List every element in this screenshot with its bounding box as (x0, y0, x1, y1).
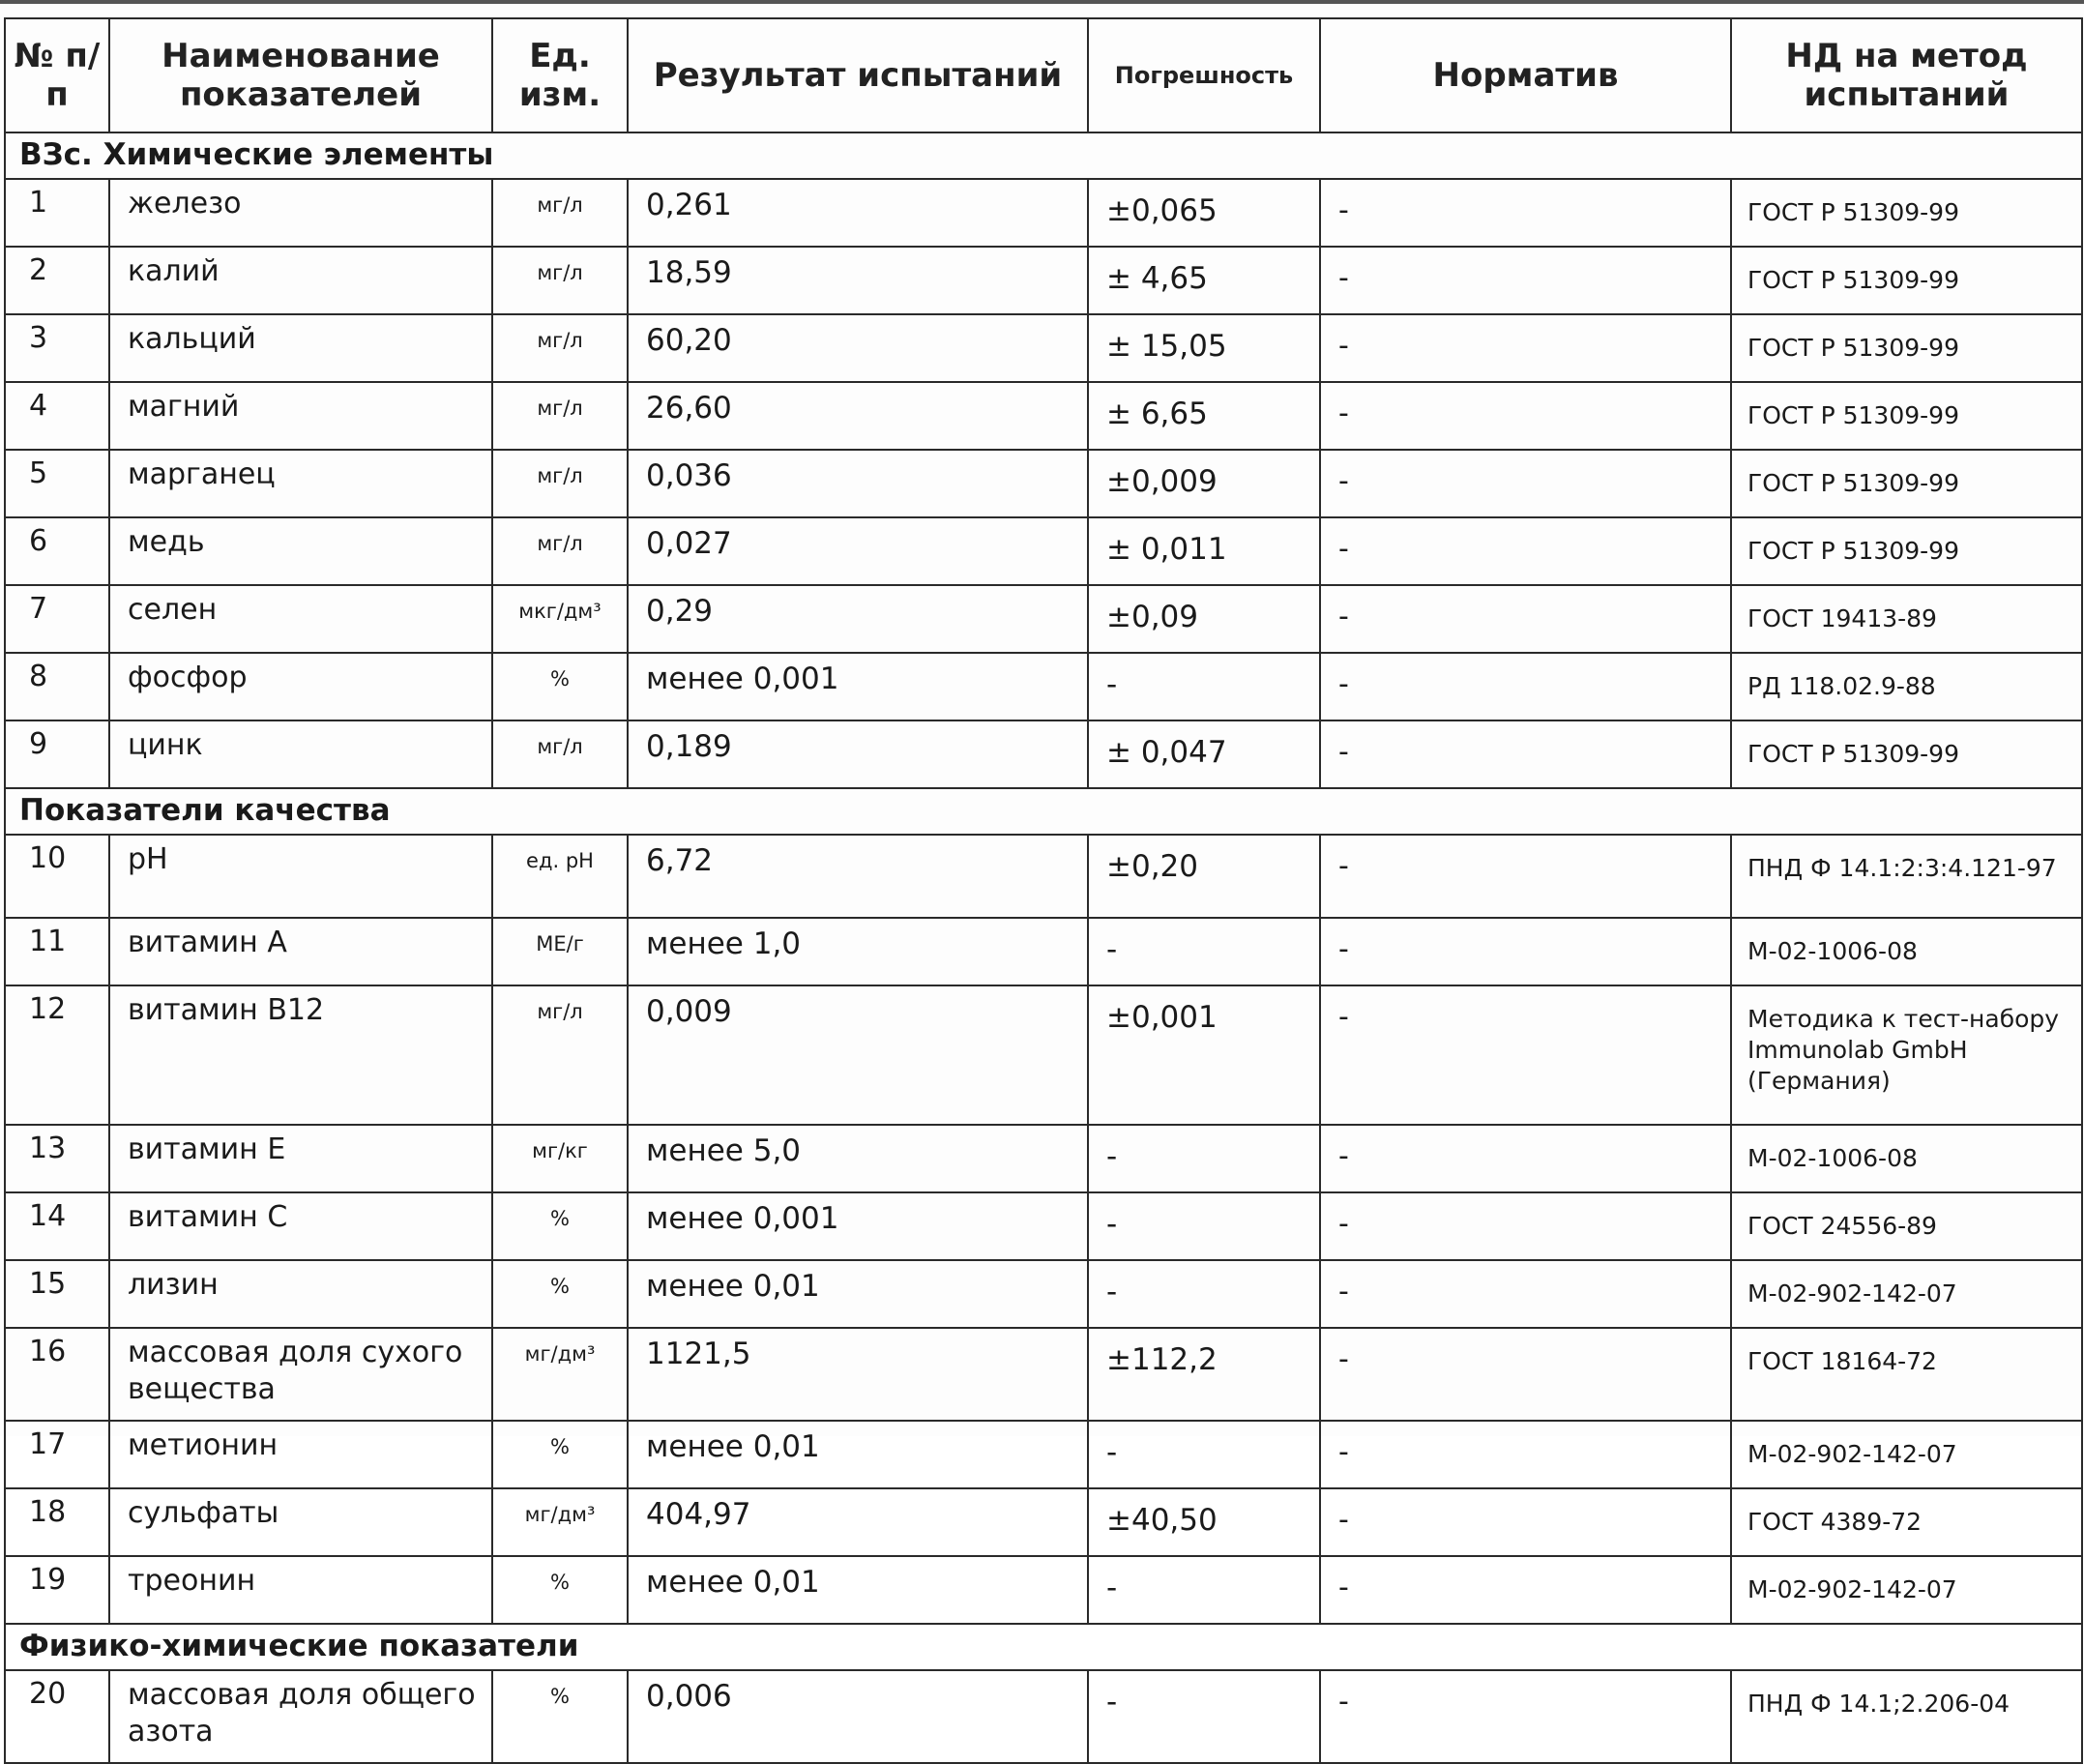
row-norm: - (1320, 720, 1731, 788)
section-title: Показатели качества (5, 788, 2082, 835)
row-name: витамин С (109, 1192, 492, 1260)
row-name: калий (109, 247, 492, 314)
row-norm: - (1320, 179, 1731, 247)
row-error: ±0,065 (1088, 179, 1320, 247)
row-error: - (1088, 1421, 1320, 1488)
row-num: 3 (5, 314, 109, 382)
row-norm: - (1320, 1421, 1731, 1488)
row-result: менее 1,0 (628, 918, 1088, 985)
row-name: треонин (109, 1556, 492, 1624)
row-norm: - (1320, 517, 1731, 585)
row-norm: - (1320, 1328, 1731, 1421)
row-unit: % (492, 1670, 628, 1763)
row-num: 19 (5, 1556, 109, 1624)
row-result: 18,59 (628, 247, 1088, 314)
row-name: метионин (109, 1421, 492, 1488)
row-result: менее 0,01 (628, 1421, 1088, 1488)
table-row (5, 382, 2082, 450)
table-row (5, 1192, 2082, 1260)
header-result: Результат испытаний (628, 18, 1088, 132)
row-error: ± 6,65 (1088, 382, 1320, 450)
table-body (5, 132, 2082, 1763)
table-row (5, 1488, 2082, 1556)
row-nd: М-02-902-142-07 (1731, 1556, 2082, 1624)
row-name: магний (109, 382, 492, 450)
table-row (5, 585, 2082, 653)
row-num: 2 (5, 247, 109, 314)
row-norm: - (1320, 247, 1731, 314)
table-row (5, 450, 2082, 517)
header-error: Погрешность (1088, 18, 1320, 132)
row-error: ± 15,05 (1088, 314, 1320, 382)
row-result: 26,60 (628, 382, 1088, 450)
row-name: фосфор (109, 653, 492, 720)
row-nd: ГОСТ Р 51309-99 (1731, 720, 2082, 788)
table-row (5, 1556, 2082, 1624)
section-header-row (5, 132, 2082, 179)
row-error: ± 0,047 (1088, 720, 1320, 788)
row-norm: - (1320, 382, 1731, 450)
row-error: - (1088, 1556, 1320, 1624)
row-name: селен (109, 585, 492, 653)
row-nd: ГОСТ Р 51309-99 (1731, 517, 2082, 585)
row-num: 6 (5, 517, 109, 585)
row-result: 0,29 (628, 585, 1088, 653)
table-header-row (5, 18, 2082, 132)
row-name: массовая доля общего азота (109, 1670, 492, 1763)
header-num: № п/п (5, 18, 109, 132)
row-norm: - (1320, 585, 1731, 653)
table-row (5, 314, 2082, 382)
row-result: менее 0,001 (628, 1192, 1088, 1260)
row-unit: мг/л (492, 450, 628, 517)
row-unit: мг/л (492, 720, 628, 788)
row-name: марганец (109, 450, 492, 517)
table-row (5, 179, 2082, 247)
row-nd: М-02-902-142-07 (1731, 1260, 2082, 1328)
row-error: - (1088, 918, 1320, 985)
row-error: ±40,50 (1088, 1488, 1320, 1556)
row-unit: % (492, 1421, 628, 1488)
row-nd: ГОСТ 4389-72 (1731, 1488, 2082, 1556)
row-num: 14 (5, 1192, 109, 1260)
row-num: 16 (5, 1328, 109, 1421)
row-error: ±0,09 (1088, 585, 1320, 653)
row-result: 0,036 (628, 450, 1088, 517)
row-unit: мг/л (492, 314, 628, 382)
row-num: 10 (5, 835, 109, 918)
row-unit: % (492, 1556, 628, 1624)
row-norm: - (1320, 1192, 1731, 1260)
row-nd: ГОСТ Р 51309-99 (1731, 450, 2082, 517)
row-nd: ГОСТ Р 51309-99 (1731, 179, 2082, 247)
row-name: массовая доля сухого вещества (109, 1328, 492, 1421)
header-norm: Норматив (1320, 18, 1731, 132)
row-name: медь (109, 517, 492, 585)
row-error: - (1088, 653, 1320, 720)
table-row (5, 1421, 2082, 1488)
row-name: витамин В12 (109, 985, 492, 1125)
row-unit: мг/л (492, 247, 628, 314)
table-row (5, 1670, 2082, 1763)
row-num: 17 (5, 1421, 109, 1488)
row-nd: М-02-902-142-07 (1731, 1421, 2082, 1488)
row-result: менее 0,001 (628, 653, 1088, 720)
header-nd: НД на метод испытаний (1731, 18, 2082, 132)
row-norm: - (1320, 1488, 1731, 1556)
row-unit: мг/л (492, 517, 628, 585)
table-row (5, 1125, 2082, 1192)
header-unit: Ед. изм. (492, 18, 628, 132)
row-name: железо (109, 179, 492, 247)
row-error: ± 4,65 (1088, 247, 1320, 314)
row-nd: ПНД Ф 14.1:2:3:4.121-97 (1731, 835, 2082, 918)
row-result: 0,006 (628, 1670, 1088, 1763)
row-unit: % (492, 653, 628, 720)
row-result: 0,189 (628, 720, 1088, 788)
table-row (5, 653, 2082, 720)
row-nd: ГОСТ Р 51309-99 (1731, 247, 2082, 314)
row-result: менее 5,0 (628, 1125, 1088, 1192)
row-result: 1121,5 (628, 1328, 1088, 1421)
row-error: - (1088, 1125, 1320, 1192)
row-unit: ед. pH (492, 835, 628, 918)
row-norm: - (1320, 1556, 1731, 1624)
row-result: менее 0,01 (628, 1260, 1088, 1328)
row-result: 0,027 (628, 517, 1088, 585)
row-error: ±0,009 (1088, 450, 1320, 517)
row-norm: - (1320, 918, 1731, 985)
row-unit: мг/кг (492, 1125, 628, 1192)
row-norm: - (1320, 985, 1731, 1125)
row-num: 11 (5, 918, 109, 985)
top-border-line (0, 0, 2084, 4)
section-title: Физико-химические показатели (5, 1624, 2082, 1670)
row-norm: - (1320, 1125, 1731, 1192)
row-num: 7 (5, 585, 109, 653)
row-unit: % (492, 1260, 628, 1328)
row-unit: мг/л (492, 985, 628, 1125)
row-unit: МЕ/г (492, 918, 628, 985)
row-nd: ГОСТ Р 51309-99 (1731, 314, 2082, 382)
table-row (5, 720, 2082, 788)
row-error: ±0,001 (1088, 985, 1320, 1125)
row-num: 20 (5, 1670, 109, 1763)
row-num: 9 (5, 720, 109, 788)
row-result: 404,97 (628, 1488, 1088, 1556)
row-norm: - (1320, 314, 1731, 382)
table-row (5, 918, 2082, 985)
row-name: сульфаты (109, 1488, 492, 1556)
test-results-table (4, 17, 2083, 1764)
header-name: Наименование показателей (109, 18, 492, 132)
row-num: 8 (5, 653, 109, 720)
row-norm: - (1320, 1260, 1731, 1328)
row-unit: мг/л (492, 179, 628, 247)
row-nd: ГОСТ 18164-72 (1731, 1328, 2082, 1421)
table-row (5, 985, 2082, 1125)
row-name: pH (109, 835, 492, 918)
row-nd: ПНД Ф 14.1;2.206-04 (1731, 1670, 2082, 1763)
row-num: 1 (5, 179, 109, 247)
row-norm: - (1320, 835, 1731, 918)
row-nd: ГОСТ 24556-89 (1731, 1192, 2082, 1260)
row-name: витамин А (109, 918, 492, 985)
row-num: 15 (5, 1260, 109, 1328)
row-num: 4 (5, 382, 109, 450)
row-error: ± 0,011 (1088, 517, 1320, 585)
row-unit: мг/дм³ (492, 1488, 628, 1556)
row-nd: Методика к тест-набору Immunolab GmbH (Германия) (1731, 985, 2082, 1125)
table-row (5, 1260, 2082, 1328)
row-error: ±112,2 (1088, 1328, 1320, 1421)
row-name: лизин (109, 1260, 492, 1328)
row-unit: мкг/дм³ (492, 585, 628, 653)
row-result: менее 0,01 (628, 1556, 1088, 1624)
row-error: - (1088, 1670, 1320, 1763)
table-row (5, 517, 2082, 585)
row-nd: М-02-1006-08 (1731, 1125, 2082, 1192)
row-nd: М-02-1006-08 (1731, 918, 2082, 985)
table-row (5, 1328, 2082, 1421)
row-name: цинк (109, 720, 492, 788)
row-num: 13 (5, 1125, 109, 1192)
row-name: кальций (109, 314, 492, 382)
row-result: 0,009 (628, 985, 1088, 1125)
row-result: 0,261 (628, 179, 1088, 247)
row-num: 18 (5, 1488, 109, 1556)
table-row (5, 835, 2082, 918)
row-unit: мг/л (492, 382, 628, 450)
row-result: 6,72 (628, 835, 1088, 918)
row-norm: - (1320, 450, 1731, 517)
row-nd: ГОСТ Р 51309-99 (1731, 382, 2082, 450)
section-header-row (5, 788, 2082, 835)
row-nd: РД 118.02.9-88 (1731, 653, 2082, 720)
row-nd: ГОСТ 19413-89 (1731, 585, 2082, 653)
section-header-row (5, 1624, 2082, 1670)
row-error: - (1088, 1192, 1320, 1260)
row-error: ±0,20 (1088, 835, 1320, 918)
row-norm: - (1320, 1670, 1731, 1763)
row-name: витамин Е (109, 1125, 492, 1192)
row-norm: - (1320, 653, 1731, 720)
row-unit: % (492, 1192, 628, 1260)
row-result: 60,20 (628, 314, 1088, 382)
section-title: ВЗс. Химические элементы (5, 132, 2082, 179)
row-unit: мг/дм³ (492, 1328, 628, 1421)
row-num: 5 (5, 450, 109, 517)
table-row (5, 247, 2082, 314)
row-error: - (1088, 1260, 1320, 1328)
row-num: 12 (5, 985, 109, 1125)
